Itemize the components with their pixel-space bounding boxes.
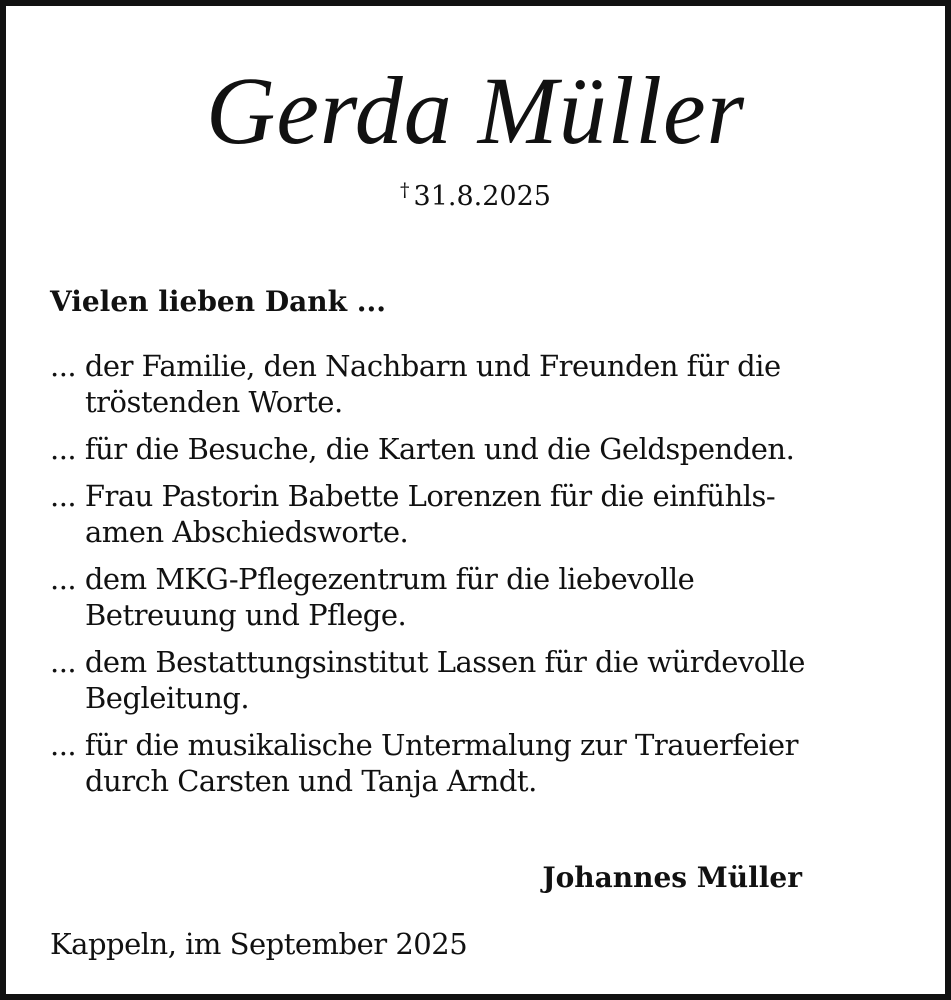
thanks-line: ... für die Besuche, die Karten und die Geldspenden. (50, 432, 795, 466)
place-and-date: Kappeln, im September 2025 (50, 927, 468, 961)
thanks-item (50, 431, 930, 467)
thanks-item (50, 348, 930, 420)
thanks-line: ... dem MKG-Pflegezentrum für die liebevolle (50, 562, 695, 596)
deceased-name: Gerda Müller (205, 57, 745, 164)
cross-icon: † (400, 179, 410, 201)
thanks-line: ... für die musikalische Untermalung zur Trauerfeier (50, 728, 798, 762)
thanks-line: Betreuung und Pflege. (85, 598, 407, 632)
thanks-list (50, 348, 930, 810)
thanks-line: durch Carsten und Tanja Arndt. (85, 764, 537, 798)
thanks-item (50, 644, 930, 716)
thanks-item (50, 561, 930, 633)
signature: Johannes Müller (542, 861, 802, 894)
thanks-line: ... dem Bestattungsinstitut Lassen für die würdevolle (50, 645, 805, 679)
thanks-line: tröstenden Worte. (85, 385, 343, 419)
thanks-item (50, 478, 930, 550)
thanks-line: Begleitung. (85, 681, 250, 715)
death-date-line (6, 170, 945, 217)
death-date: 31.8.2025 (413, 181, 551, 212)
thanks-heading: Vielen lieben Dank ... (50, 285, 386, 318)
thanks-line: ... Frau Pastorin Babette Lorenzen für die einfühls- (50, 479, 776, 513)
thanks-line: amen Abschiedsworte. (85, 515, 409, 549)
thanks-item (50, 727, 930, 799)
thanks-line: ... der Familie, den Nachbarn und Freunden für die (50, 349, 781, 383)
